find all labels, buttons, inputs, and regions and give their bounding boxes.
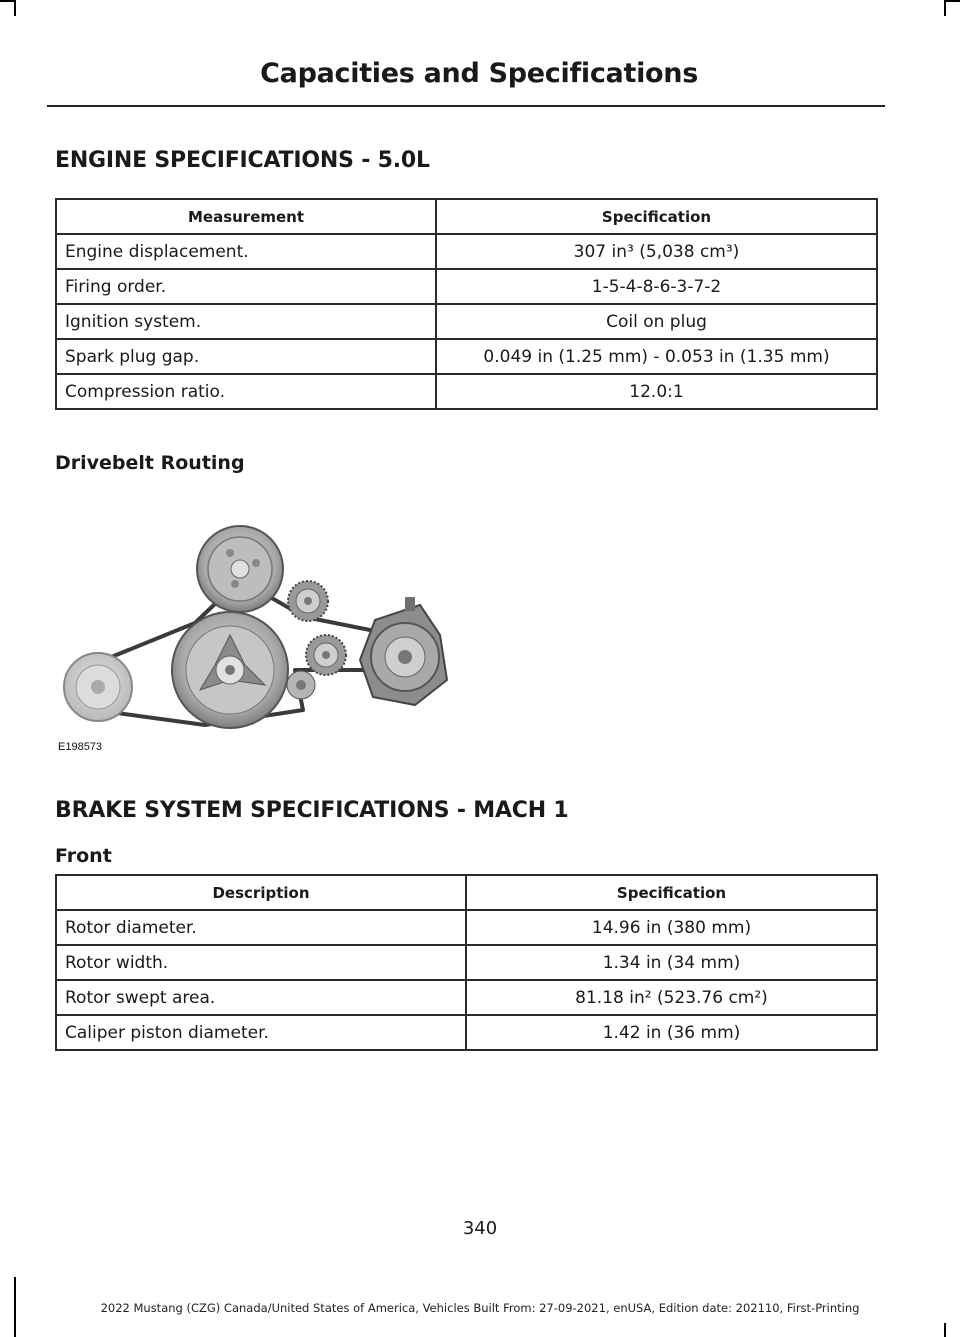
- brake-spec-table: [55, 874, 878, 1051]
- description-cell: Rotor swept area.: [56, 980, 466, 1015]
- measurement-cell: Spark plug gap.: [56, 339, 436, 374]
- table-row: [56, 269, 877, 304]
- table-row: [56, 304, 877, 339]
- table-row: [56, 945, 877, 980]
- alternator: [360, 597, 447, 705]
- table-row: [56, 234, 877, 269]
- brake-section-title: BRAKE SYSTEM SPECIFICATIONS - MACH 1: [55, 798, 569, 823]
- table-row: [56, 1015, 877, 1050]
- description-cell: Caliper piston diameter.: [56, 1015, 466, 1050]
- drivebelt-routing-heading: Drivebelt Routing: [55, 452, 245, 474]
- specification-cell: 1-5-4-8-6-3-7-2: [436, 269, 877, 304]
- crankshaft-pulley: [172, 612, 288, 728]
- tensioner-pulley: [287, 635, 346, 699]
- table-row: [56, 339, 877, 374]
- engine-section-title: ENGINE SPECIFICATIONS - 5.0L: [55, 148, 430, 173]
- measurement-cell: Ignition system.: [56, 304, 436, 339]
- figure-code: E198573: [58, 741, 103, 753]
- column-header: Description: [56, 875, 466, 910]
- table-row: [56, 374, 877, 409]
- description-cell: Rotor width.: [56, 945, 466, 980]
- specification-cell: 1.34 in (34 mm): [466, 945, 877, 980]
- ac-compressor-pulley: [64, 653, 132, 721]
- specification-cell: 81.18 in² (523.76 cm²): [466, 980, 877, 1015]
- specification-cell: 1.42 in (36 mm): [466, 1015, 877, 1050]
- specification-cell: 14.96 in (380 mm): [466, 910, 877, 945]
- engine-spec-table: [55, 198, 878, 410]
- header-divider: [47, 105, 885, 107]
- table-row: [56, 910, 877, 945]
- idler-pulley: [288, 581, 328, 621]
- page-header-title: Capacities and Specifications: [260, 58, 698, 89]
- crop-mark: [944, 0, 960, 2]
- brake-subsection-front: Front: [55, 845, 112, 867]
- page-footer: 2022 Mustang (CZG) Canada/United States of America, Vehicles Built From: 27-09-2021, enUSA, Edition date: 202110, First-Printing: [100, 1301, 860, 1315]
- specification-cell: 0.049 in (1.25 mm) - 0.053 in (1.35 mm): [436, 339, 877, 374]
- column-header: Measurement: [56, 199, 436, 234]
- water-pump-pulley: [197, 526, 283, 612]
- drivebelt-routing-illustration: [55, 505, 475, 755]
- table-header-row: [56, 875, 877, 910]
- specification-cell: 307 in³ (5,038 cm³): [436, 234, 877, 269]
- measurement-cell: Compression ratio.: [56, 374, 436, 409]
- measurement-cell: Engine displacement.: [56, 234, 436, 269]
- crop-mark: [14, 0, 16, 16]
- table-header-row: [56, 199, 877, 234]
- drivebelt-diagram: [55, 505, 475, 755]
- table-row: [56, 980, 877, 1015]
- measurement-cell: Firing order.: [56, 269, 436, 304]
- column-header: Specification: [466, 875, 877, 910]
- page-number: 340: [462, 1218, 498, 1239]
- crop-mark: [944, 1323, 946, 1337]
- specification-cell: 12.0:1: [436, 374, 877, 409]
- crop-mark: [944, 0, 946, 16]
- specification-cell: Coil on plug: [436, 304, 877, 339]
- column-header: Specification: [436, 199, 877, 234]
- description-cell: Rotor diameter.: [56, 910, 466, 945]
